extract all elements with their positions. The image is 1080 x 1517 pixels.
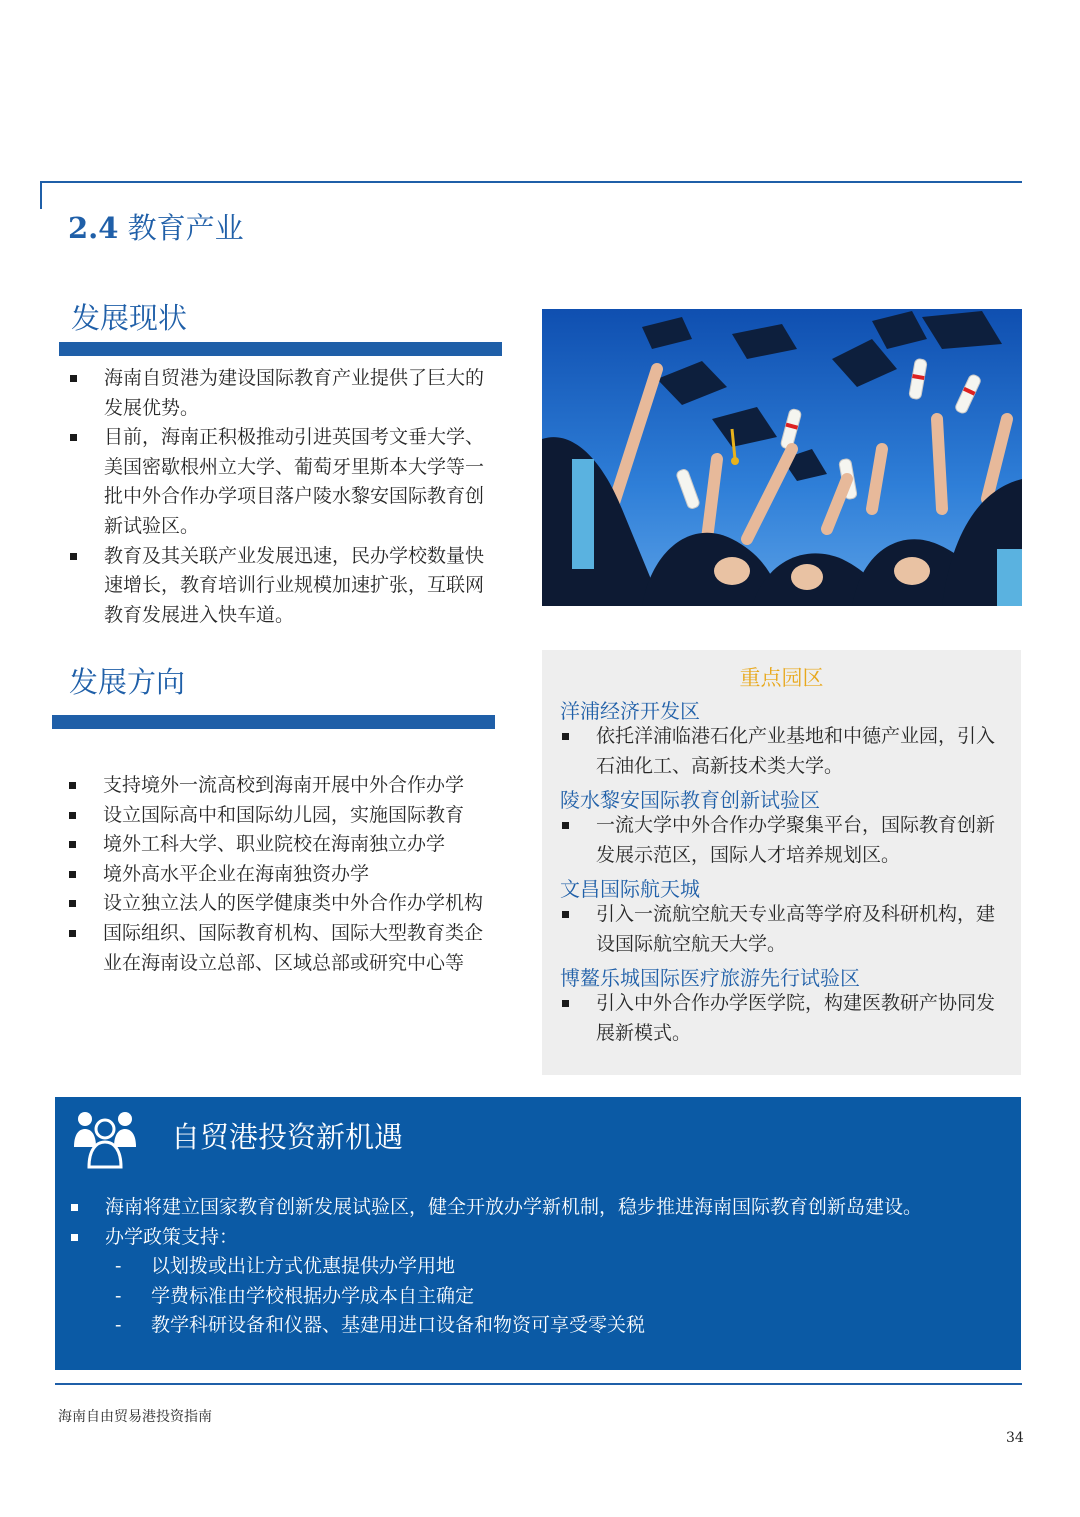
list-item: 海南将建立国家教育创新发展试验区，健全开放办学新机制，稳步推进海南国际教育创新岛建设。	[69, 1193, 1009, 1223]
policy-list	[101, 1252, 645, 1341]
list-item: 引入一流航空航天专业高等学府及科研机构，建设国际航空航天大学。	[560, 900, 1010, 959]
list-item: 教育及其关联产业发展迅速，民办学校数量快速增长，教育培训行业规模加速扩张，互联网教育发展进入快车道。	[68, 542, 486, 631]
park-desc	[560, 722, 1010, 781]
list-item: 境外高水平企业在海南独资办学	[67, 860, 495, 890]
people-group-icon	[71, 1107, 139, 1169]
park-desc	[560, 811, 1010, 870]
park-name: 陵水黎安国际教育创新试验区	[560, 788, 820, 812]
direction-heading: 发展方向	[69, 665, 186, 699]
list-item: 境外工科大学、职业院校在海南独立办学	[67, 830, 495, 860]
list-item: 支持境外一流高校到海南开展中外合作办学	[67, 771, 495, 801]
direction-list	[67, 771, 495, 978]
list-item: 国际组织、国际教育机构、国际大型教育类企业在海南设立总部、区域总部或研究中心等	[67, 919, 495, 978]
list-item: 海南自贸港为建设国际教育产业提供了巨大的发展优势。	[68, 364, 486, 423]
section-title	[68, 206, 244, 247]
graduation-photo	[542, 309, 1022, 606]
status-heading-bar	[59, 342, 502, 356]
opportunity-title: 自贸港投资新机遇	[171, 1120, 404, 1154]
status-heading: 发展现状	[71, 301, 188, 335]
list-item: 办学政策支持：	[69, 1223, 1009, 1253]
section-title-text: 教育产业	[127, 211, 244, 245]
list-item: 设立国际高中和国际幼儿园，实施国际教育	[67, 801, 495, 831]
list-item: 一流大学中外合作办学聚集平台，国际教育创新发展示范区，国际人才培养规划区。	[560, 811, 1010, 870]
park-name: 博鳌乐城国际医疗旅游先行试验区	[560, 966, 860, 990]
direction-heading-bar	[52, 715, 495, 729]
park-name: 洋浦经济开发区	[560, 699, 700, 723]
top-rule	[40, 181, 1022, 183]
page-number: 34	[1006, 1430, 1024, 1446]
bottom-rule	[55, 1383, 1022, 1385]
opportunity-panel	[55, 1097, 1021, 1370]
key-parks-box	[542, 650, 1021, 1075]
section-number: 2.4	[68, 211, 119, 245]
status-list	[68, 364, 486, 630]
park-desc	[560, 989, 1010, 1048]
list-item: 引入中外合作办学医学院，构建医教研产协同发展新模式。	[560, 989, 1010, 1048]
footer-doc-title: 海南自由贸易港投资指南	[58, 1409, 212, 1425]
list-item: 依托洋浦临港石化产业基地和中德产业园，引入石油化工、高新技术类大学。	[560, 722, 1010, 781]
list-item: - 学费标准由学校根据办学成本自主确定	[101, 1282, 645, 1312]
park-name: 文昌国际航天城	[560, 877, 700, 901]
list-item: 设立独立法人的医学健康类中外合作办学机构	[67, 889, 495, 919]
park-desc	[560, 900, 1010, 959]
top-rule-tick	[40, 181, 42, 209]
opportunity-list	[69, 1193, 1009, 1252]
list-item: - 以划拨或出让方式优惠提供办学用地	[101, 1252, 645, 1282]
list-item: - 教学科研设备和仪器、基建用进口设备和物资可享受零关税	[101, 1311, 645, 1341]
key-parks-title: 重点园区	[739, 666, 824, 690]
list-item: 目前，海南正积极推动引进英国考文垂大学、美国密歇根州立大学、葡萄牙里斯本大学等一批中外合作办学项目落户陵水黎安国际教育创新试验区。	[68, 423, 486, 541]
